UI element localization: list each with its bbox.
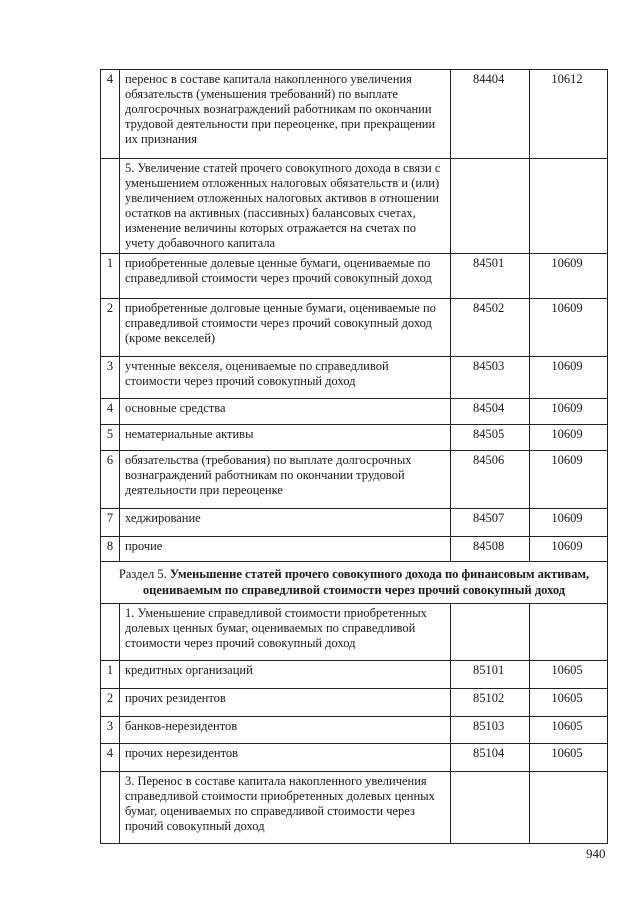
table-row [101,689,608,717]
row-number: 1 [101,661,120,689]
row-number: 4 [101,70,120,159]
counter-code: 10605 [530,661,608,689]
account-code: 85102 [451,689,530,717]
section-label: Раздел 5. [118,567,167,581]
row-text: учтенные векселя, оцениваемые по справедливой стоимости через прочий совокупный доход [119,357,450,399]
row-number: 5 [101,425,120,451]
account-code: 84505 [451,425,530,451]
row-number: 1 [101,254,120,299]
table-row [101,772,608,844]
counter-code: 10605 [530,744,608,772]
counter-code: 10609 [530,357,608,399]
row-text: 3. Перенос в составе капитала накопленного увеличения справедливой стоимости приобретенных долевых ценных бумаг, оцениваемых по справедливой стоимости через прочий совокупный доход [119,772,450,844]
counter-code: 10609 [530,509,608,537]
account-code: 84501 [451,254,530,299]
table-row [101,159,608,254]
row-text: хеджирование [119,509,450,537]
table-row [101,425,608,451]
row-text: обязательства (требования) по выплате долгосрочных вознаграждений работникам по окончании трудовой деятельности при переоценке [119,451,450,509]
account-table [100,69,608,844]
row-text: прочие [119,537,450,562]
account-code: 84404 [451,70,530,159]
counter-code [530,772,608,844]
counter-code: 10609 [530,451,608,509]
row-number: 3 [101,357,120,399]
account-code: 84506 [451,451,530,509]
row-number: 8 [101,537,120,562]
account-code [451,159,530,254]
table-row [101,717,608,744]
table-row [101,604,608,661]
row-text: прочих нерезидентов [119,744,450,772]
row-number: 4 [101,399,120,425]
section-heading-row [101,562,608,604]
account-code: 85101 [451,661,530,689]
account-code: 84502 [451,299,530,357]
counter-code: 10609 [530,254,608,299]
account-code: 84504 [451,399,530,425]
row-text: банков-нерезидентов [119,717,450,744]
counter-code: 10609 [530,399,608,425]
section-title: Уменьшение статей прочего совокупного дохода по финансовым активам, оцениваемым по справедливой стоимости через прочий совокупный доход [142,567,590,597]
row-number [101,772,120,844]
counter-code [530,604,608,661]
row-text: приобретенные долевые ценные бумаги, оцениваемые по справедливой стоимости через прочий совокупный доход [119,254,450,299]
account-code [451,772,530,844]
page-number: 940 [586,846,606,861]
row-number: 7 [101,509,120,537]
row-number: 2 [101,299,120,357]
account-code [451,604,530,661]
row-text: приобретенные долговые ценные бумаги, оцениваемые по справедливой стоимости через прочий совокупный доход (кроме векселей) [119,299,450,357]
counter-code: 10609 [530,425,608,451]
row-number: 6 [101,451,120,509]
counter-code: 10609 [530,537,608,562]
account-code: 84508 [451,537,530,562]
row-number [101,604,120,661]
table-row [101,451,608,509]
counter-code: 10609 [530,299,608,357]
table-row [101,661,608,689]
row-text: 1. Уменьшение справедливой стоимости приобретенных долевых ценных бумаг, оцениваемых по справедливой стоимости через прочий совокупный доход [119,604,450,661]
account-code: 84507 [451,509,530,537]
row-number: 4 [101,744,120,772]
row-number: 3 [101,717,120,744]
table-row [101,299,608,357]
table-row [101,254,608,299]
account-code: 85103 [451,717,530,744]
row-text: основные средства [119,399,450,425]
table-row [101,509,608,537]
table-row [101,357,608,399]
row-text: нематериальные активы [119,425,450,451]
row-text: прочих резидентов [119,689,450,717]
row-number [101,159,120,254]
table-row [101,537,608,562]
account-code: 84503 [451,357,530,399]
table-row [101,399,608,425]
counter-code: 10605 [530,717,608,744]
row-text: 5. Увеличение статей прочего совокупного дохода в связи с уменьшением отложенных налоговых обязательств и (или) увеличением отложенных налоговых активов в отношении остатков на активных (пассивных) балансовых счетах, изменение величины которых отражается на счетах по учету добавочного капитала [119,159,450,254]
table-row [101,70,608,159]
table-row [101,744,608,772]
counter-code: 10605 [530,689,608,717]
counter-code [530,159,608,254]
account-code: 85104 [451,744,530,772]
row-text: кредитных организаций [119,661,450,689]
row-number: 2 [101,689,120,717]
row-text: перенос в составе капитала накопленного увеличения обязательств (уменьшения требований) по выплате долгосрочных вознаграждений работникам по окончании трудовой деятельности при переоценке, при прекращении их признания [119,70,450,159]
section-heading [101,562,608,604]
counter-code: 10612 [530,70,608,159]
